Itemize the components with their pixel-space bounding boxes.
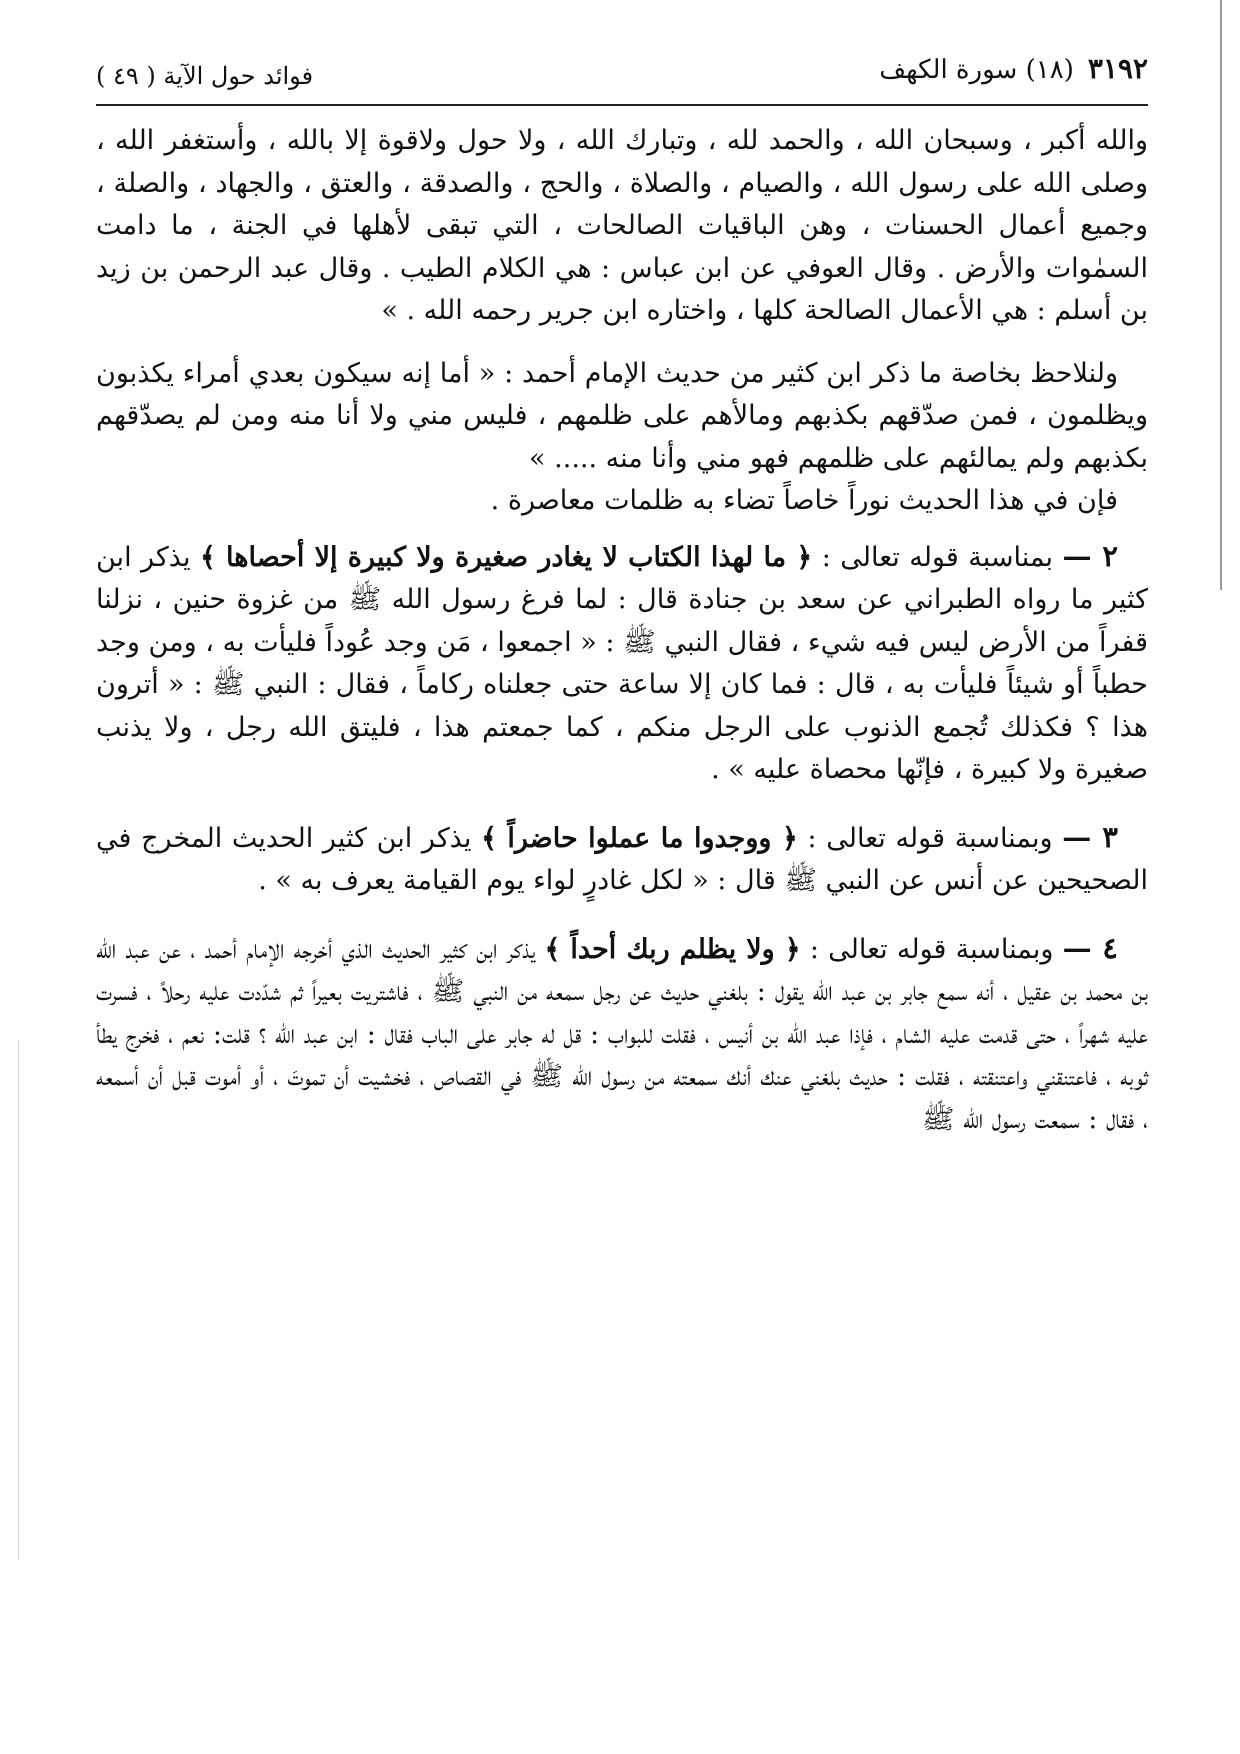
page-edge-line bbox=[1220, 0, 1222, 590]
page-body bbox=[96, 120, 1148, 1141]
section-3-text: يذكر ابن كثير الحديث المخرج في الصحيحين عن أنس عن النبي ﷺ قال : « لكل غادرٍ لواء يوم القيامة يعرف به » . bbox=[96, 822, 1148, 896]
section-4-intro: وبمناسبة قوله تعالى : bbox=[809, 933, 1054, 965]
page-number: ٣١٩٢ bbox=[1087, 52, 1148, 85]
section-3-ayah: ﴿ ووجدوا ما عملوا حاضراً ﴾ bbox=[481, 822, 798, 854]
note-light-paragraph: فإن في هذا الحديث نوراً خاصاً تضاء به ظلمات معاصرة . bbox=[490, 485, 1118, 516]
section-2-number: ٢ — bbox=[1062, 538, 1118, 573]
section-2-text: يذكر ابن كثير ما رواه الطبراني عن سعد بن جنادة قال : لما فرغ رسول الله ﷺ من غزوة حنين ، نزلنا قفراً من الأرض ليس فيه شيء ، فقال النبي ﷺ : « اجمعوا ، مَن وجد عُوداً فليأت به ، ومن وجد حطباً أو شيئاً فليأت به ، قال : فما كان إلا ساعة حتى جعلناه ركاماً ، فقال : النبي ﷺ : « أترون هذا ؟ فكذلك تُجمع الذنوب على الرجل منكم ، كما جمعتم هذا ، فليتق الله رجل ، ولا يذنب صغيرة ولا كبيرة ، فإنّها محصاة عليه » . bbox=[96, 541, 1148, 785]
quote-continuation: والله أكبر ، وسبحان الله ، والحمد لله ، وتبارك الله ، ولا حول ولاقوة إلا بالله ، وأستغفر الله ، وصلى الله على رسول الله ، والصيام ، والصلاة ، والحج ، والصدقة ، والعتق ، والجهاد ، والصلة ، وجميع أعمال الحسنات ، وهن الباقيات الصالحات ، التي تبقى لأهلها في الجنة ، ما دامت السمٰوات والأرض . وقال العوفي عن ابن عباس : هي الكلام الطيب . وقال عبد الرحمن بن زيد بن أسلم : هي الأعمال الصالحة كلها ، واختاره ابن جرير رحمه الله . » bbox=[96, 125, 1148, 326]
note-hadith-paragraph: ولنلاحظ بخاصة ما ذكر ابن كثير من حديث الإمام أحمد : « أما إنه سيكون بعدي أمراء يكذبون ويظلمون ، فمن صدّقهم بكذبهم ومالأهم على ظلمهم ، فليس مني ولا أنا منه ومن لم يصدّقهم بكذبهم ولم يمالئهم على ظلمهم فهو مني وأنا منه ..... » bbox=[96, 357, 1148, 474]
scan-margin-mark bbox=[18, 1040, 19, 1560]
section-2-intro: بمناسبة قوله تعالى : bbox=[821, 541, 1053, 573]
header-rule bbox=[96, 104, 1148, 106]
section-4-paragraph bbox=[96, 927, 1148, 1142]
section-3-intro: وبمناسبة قوله تعالى : bbox=[807, 822, 1053, 854]
section-3-paragraph bbox=[96, 816, 1148, 903]
page-header bbox=[96, 48, 1148, 106]
section-4-ayah: ﴿ ولا يظلم ربك أحداً ﴾ bbox=[544, 933, 801, 965]
section-4-number: ٤ — bbox=[1062, 930, 1118, 965]
section-4-text: يذكر ابن كثير الحديث الذي أخرجه الإمام أحمد ، عن عبد الله بن محمد بن عقيل ، أنه سمع جابر بن عبد الله يقول : بلغني حديث عن رجل سمعه من النبي ﷺ ، فاشتريت بعيراً ثم شدّدت عليه رحلاً ، فسرت عليه شهراً ، حتى قدمت عليه الشام ، فإذا عبد الله بن أنيس ، فقلت للبواب : قل له جابر على الباب فقال : ابن عبد الله ؟ قلت: نعم ، فخرج يطأ ثوبه ، فاعتنقني واعتنقته ، فقلت : حديث بلغني عنك أنك سمعته من رسول الله ﷺ في القصاص ، فخشيت أن تموتَ ، أو أموت قبل أن أسمعه ، فقال : سمعت رسول الله ﷺ bbox=[96, 933, 1148, 1135]
section-2-paragraph bbox=[96, 535, 1148, 792]
header-right bbox=[879, 52, 1148, 85]
section-title: فوائد حول الآية ( ٤٩ ) bbox=[96, 62, 314, 90]
surah-title: (١٨) سورة الكهف bbox=[879, 55, 1074, 85]
section-2-ayah: ﴿ ما لهذا الكتاب لا يغادر صغيرة ولا كبيرة إلا أحصاها ﴾ bbox=[199, 541, 813, 573]
section-3-number: ٣ — bbox=[1062, 819, 1118, 854]
